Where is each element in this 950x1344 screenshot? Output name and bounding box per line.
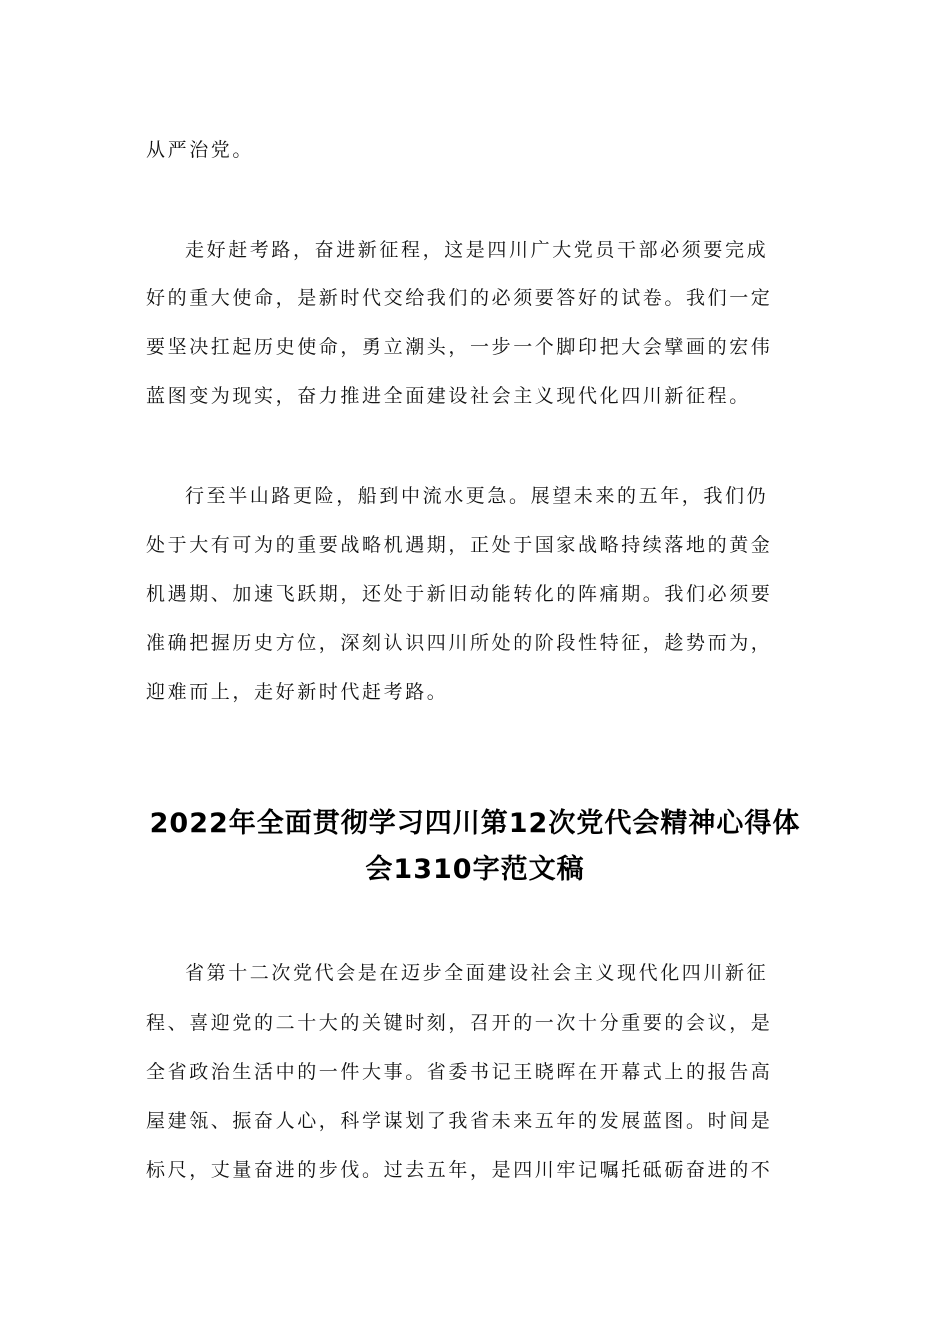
paragraph-3-line: 全省政治生活中的一件大事。省委书记王晓晖在开幕式上的报告高 [146,1061,773,1083]
paragraph-1-line: 好的重大使命，是新时代交给我们的必须要答好的试卷。我们一定 [146,287,773,309]
paragraph-end-line: 从严治党。 [146,139,255,161]
article-title-line: 会1310字范文稿 [365,854,585,885]
article-title-line: 2022年全面贯彻学习四川第12次党代会精神心得体 [149,808,801,839]
paragraph-3-line: 省第十二次党代会是在迈步全面建设社会主义现代化四川新征 [185,962,769,984]
paragraph-1-line: 走好赶考路，奋进新征程，这是四川广大党员干部必须要完成 [185,239,769,261]
paragraph-2-line: 迎难而上，走好新时代赶考路。 [146,681,449,703]
paragraph-3-line: 标尺，丈量奋进的步伐。过去五年，是四川牢记嘱托砥砺奋进的不 [146,1159,773,1181]
paragraph-1-line: 要坚决扛起历史使命，勇立潮头，一步一个脚印把大会擘画的宏伟 [146,336,773,358]
paragraph-3-line: 程、喜迎党的二十大的关键时刻，召开的一次十分重要的会议，是 [146,1012,773,1034]
paragraph-2-line: 机遇期、加速飞跃期，还处于新旧动能转化的阵痛期。我们必须要 [146,583,773,605]
paragraph-3-line: 屋建瓴、振奋人心，科学谋划了我省未来五年的发展蓝图。时间是 [146,1110,773,1132]
paragraph-1-line: 蓝图变为现实，奋力推进全面建设社会主义现代化四川新征程。 [146,385,751,407]
paragraph-2-line: 行至半山路更险，船到中流水更急。展望未来的五年，我们仍 [185,485,769,507]
paragraph-2-line: 处于大有可为的重要战略机遇期，正处于国家战略持续落地的黄金 [146,534,773,556]
paragraph-2-line: 准确把握历史方位，深刻认识四川所处的阶段性特征，趁势而为， [146,632,773,654]
